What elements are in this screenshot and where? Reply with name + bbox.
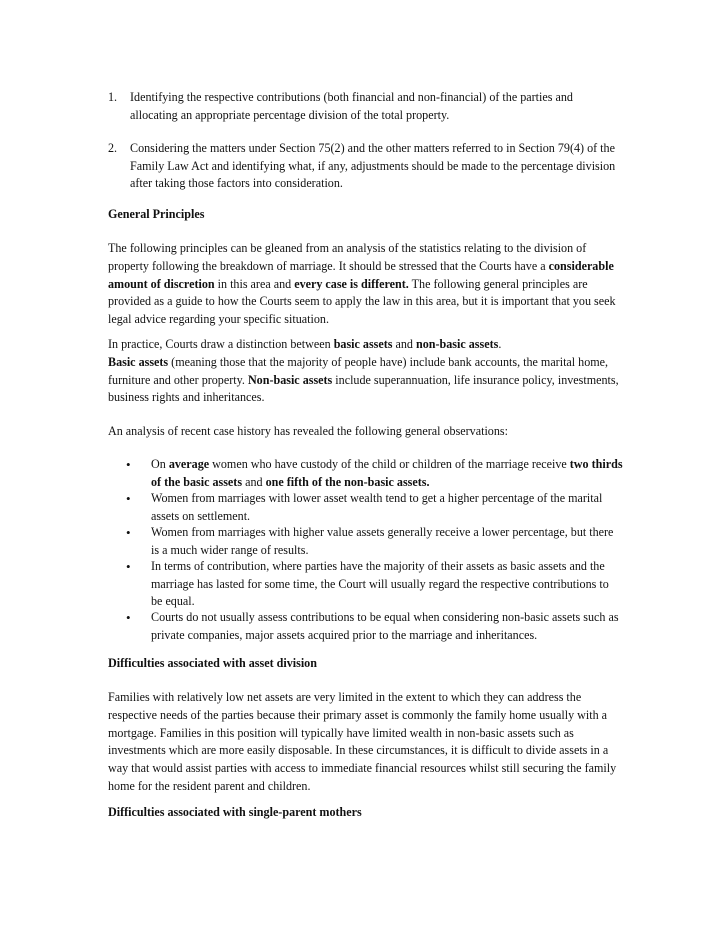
numbered-item-2 [108, 140, 623, 193]
bullet-item-2 [108, 490, 623, 525]
bold-text: non-basic assets [416, 337, 499, 351]
bullet-icon: • [126, 491, 131, 506]
bullet-item-3 [108, 524, 623, 559]
bold-text: Non-basic assets [247, 372, 333, 387]
text: In practice, Courts draw a distinction between [108, 337, 334, 351]
heading-asset-division: Difficulties associated with asset division [108, 656, 317, 670]
bullet-icon: • [126, 559, 131, 574]
paragraph-asset-division: Families with relatively low net assets are very limited in the extent to which they can address the respective needs of the parties because their primary asset is commonly the family home usually with a mortgage. Families in this position will typically have limited wealth in non-basic assets such as investments which are more easily disposable. In these circumstances, it is difficult to divide assets in a way that would assist parties with access to immediate financial resources whilst still securing the family home for the resident parent and children. [108, 690, 617, 793]
paragraph-asset-types [108, 336, 623, 407]
numbered-item-1 [108, 89, 623, 124]
text: . [498, 337, 502, 351]
bullet-icon: • [126, 457, 131, 472]
text: The following general principles are provided as a guide to how the Courts seem to apply the law in this area, but it is important that you seek legal advice regarding your specific situation. [108, 276, 616, 327]
bold-text: two thirds of the basic assets [151, 457, 623, 489]
text: in this area and [214, 276, 295, 291]
bullet-text: In terms of contribution, where parties have the majority of their assets as basic assets and the marriage has lasted for some time, the Court will usually regard the respective contributions to be equal. [151, 559, 609, 608]
paragraph-observations-intro: An analysis of recent case history has revealed the following general observations: [108, 424, 508, 438]
bullet-text: Women from marriages with higher value assets generally receive a lower percentage, but there is a much wider range of results. [151, 525, 614, 557]
bullet-text: Courts do not usually assess contributions to be equal when considering non-basic assets such as private companies, major assets acquired prior to the marriage and inheritances. [151, 610, 619, 642]
bold-text: every case is different. [294, 276, 409, 291]
item-number: 1. [108, 90, 118, 104]
bullet-item-5 [108, 609, 623, 644]
heading-single-parent-mothers: Difficulties associated with single-parent mothers [108, 805, 362, 819]
text: and [392, 337, 416, 351]
bullet-item-1 [108, 456, 623, 491]
heading-general-principles: General Principles [108, 207, 205, 221]
bold-text: Basic assets [108, 354, 169, 369]
text: and [242, 474, 266, 489]
text: (meaning those that the majority of people have) include bank accounts, the marital home, furniture and other property. [108, 354, 609, 387]
bold-text: basic assets [333, 337, 393, 351]
bold-text: one fifth of the non-basic assets. [265, 474, 430, 489]
text: women who have custody of the child or children of the marriage receive [209, 457, 570, 471]
bullet-icon: • [126, 525, 131, 540]
bold-text: considerable amount of discretion [108, 258, 614, 291]
text: include superannuation, life insurance policy, investments, business rights and inheritances. [108, 372, 619, 405]
item-number: 2. [108, 141, 118, 155]
item-text: Considering the matters under Section 75(2) and the other matters referred to in Section 79(4) of the Family Law Act and identifying what, if any, adjustments should be made to the percentage division after taking those factors into consideration. [130, 141, 616, 190]
paragraph-general-principles [108, 240, 623, 329]
bullet-text: Women from marriages with lower asset wealth tend to get a higher percentage of the marital assets on settlement. [151, 491, 603, 523]
bullet-item-4 [108, 558, 623, 611]
text: On [151, 457, 169, 471]
bullet-icon: • [126, 610, 131, 625]
text: The following principles can be gleaned from an analysis of the statistics relating to the division of property following the breakdown of marriage. It should be stressed that the Courts have a [108, 241, 587, 273]
bold-text: average [168, 457, 210, 471]
item-text: Identifying the respective contributions (both financial and non-financial) of the parties and allocating an appropriate percentage division of the total property. [130, 90, 573, 122]
